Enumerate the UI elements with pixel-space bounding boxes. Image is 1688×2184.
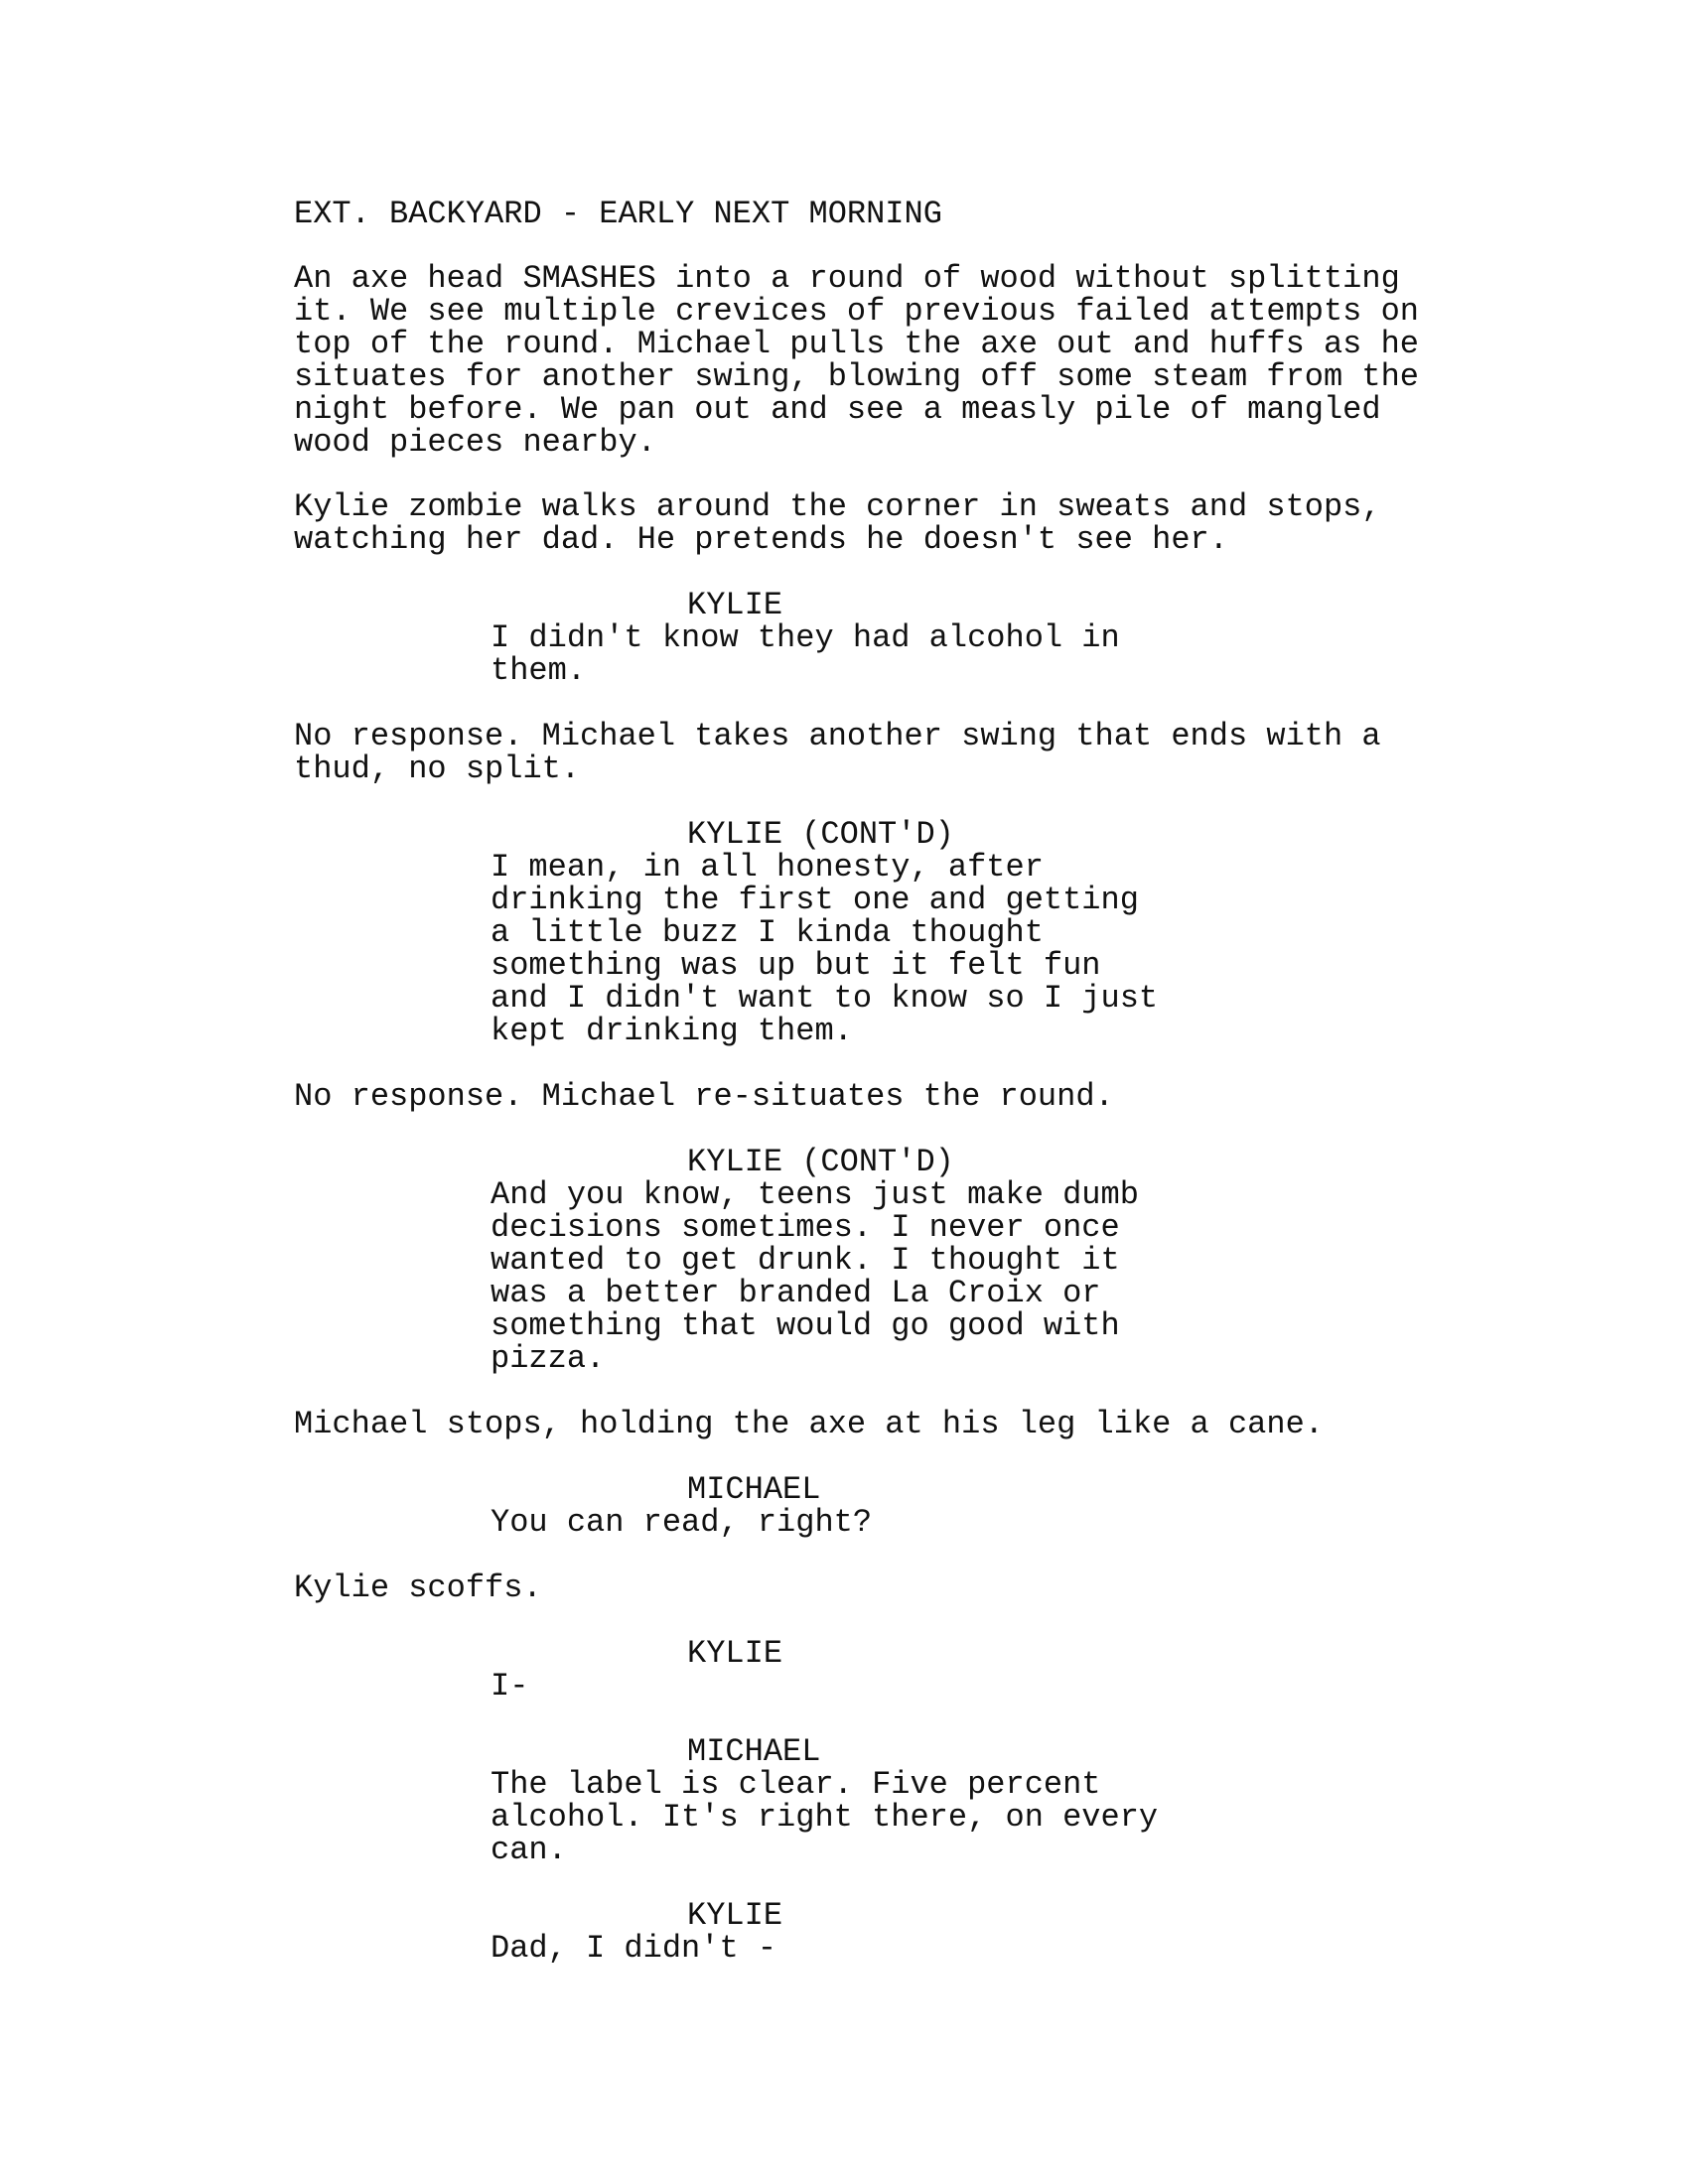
dialogue-line: and I didn't want to know so I just (491, 980, 1159, 1017)
action-line: it. We see multiple crevices of previous failed attempts on (294, 293, 1419, 330)
action-line: Michael stops, holding the axe at his leg like a cane. (294, 1406, 1324, 1442)
action-line: night before. We pan out and see a measly pile of mangled (294, 391, 1381, 428)
action-line: Kylie zombie walks around the corner in sweats and stops, (294, 488, 1381, 525)
dialogue-line: something that would go good with (491, 1307, 1120, 1344)
dialogue-line: wanted to get drunk. I thought it (491, 1242, 1120, 1279)
character-cue: MICHAEL (687, 1733, 821, 1770)
action-line: thud, no split. (294, 751, 581, 787)
dialogue-line: You can read, right? (491, 1504, 873, 1541)
dialogue-line: And you know, teens just make dumb (491, 1176, 1139, 1213)
scene-heading: EXT. BACKYARD - EARLY NEXT MORNING (294, 196, 942, 232)
character-cue: KYLIE (687, 1635, 783, 1672)
dialogue-line: I didn't know they had alcohol in (491, 619, 1120, 656)
character-cue: MICHAEL (687, 1471, 821, 1508)
dialogue-line: alcohol. It's right there, on every (491, 1799, 1159, 1836)
dialogue-line: was a better branded La Croix or (491, 1275, 1101, 1311)
dialogue-line: can. (491, 1832, 567, 1868)
dialogue-line: I mean, in all honesty, after (491, 849, 1044, 886)
dialogue-line: them. (491, 652, 587, 689)
action-line: top of the round. Michael pulls the axe out and huffs as he (294, 326, 1419, 362)
dialogue-line: a little buzz I kinda thought (491, 914, 1044, 951)
dialogue-line: pizza. (491, 1340, 606, 1377)
action-line: An axe head SMASHES into a round of wood without splitting (294, 260, 1400, 297)
character-cue: KYLIE (CONT'D) (687, 816, 954, 853)
action-line: watching her dad. He pretends he doesn't see her. (294, 521, 1228, 558)
action-line: situates for another swing, blowing off some steam from the (294, 358, 1419, 395)
action-line: Kylie scoffs. (294, 1570, 542, 1606)
character-cue: KYLIE (687, 1897, 783, 1934)
dialogue-line: decisions sometimes. I never once (491, 1209, 1120, 1246)
dialogue-line: I- (491, 1668, 529, 1705)
dialogue-line: The label is clear. Five percent (491, 1766, 1101, 1803)
dialogue-line: Dad, I didn't - (491, 1930, 777, 1967)
dialogue-line: kept drinking them. (491, 1013, 853, 1049)
action-line: No response. Michael takes another swing that ends with a (294, 718, 1381, 754)
character-cue: KYLIE (CONT'D) (687, 1144, 954, 1180)
dialogue-line: drinking the first one and getting (491, 882, 1139, 918)
action-line: No response. Michael re-situates the round. (294, 1078, 1114, 1115)
action-line: wood pieces nearby. (294, 424, 656, 461)
dialogue-line: something was up but it felt fun (491, 947, 1101, 984)
character-cue: KYLIE (687, 587, 783, 623)
